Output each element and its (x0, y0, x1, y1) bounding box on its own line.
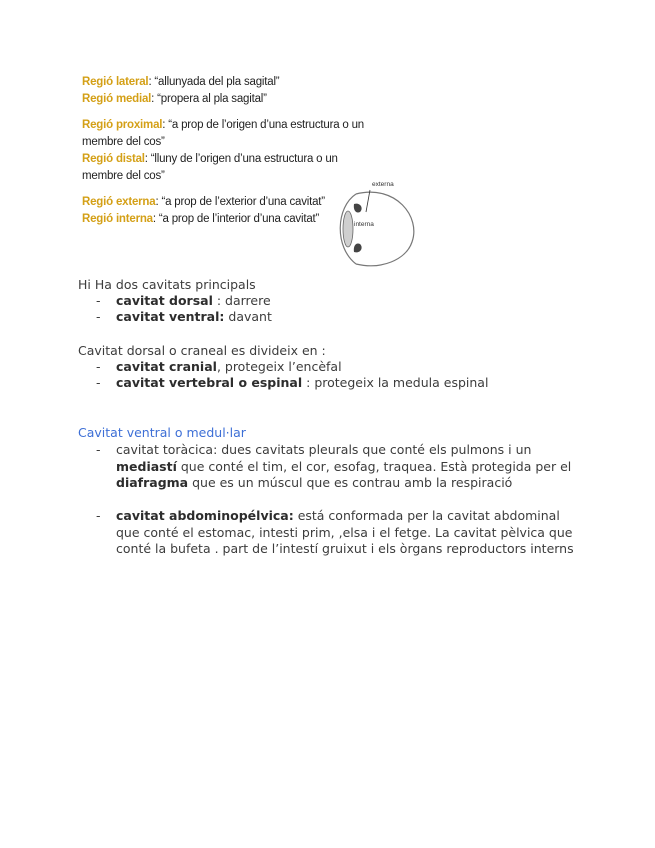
definition-term: Regió lateral (82, 76, 149, 88)
item-text: cavitat toràcica: dues cavitats pleurals que conté els pulmons i un (116, 442, 532, 457)
item-bold: cavitat vertebral o espinal (116, 375, 303, 390)
intro-text: Hi Ha dos cavitats principals (78, 277, 256, 292)
eye-muscle-bottom (354, 243, 362, 252)
list-dash: - (96, 508, 101, 523)
list-item (116, 375, 586, 392)
definition-row (82, 74, 382, 91)
externa-label: externa (372, 181, 394, 188)
definition-text: membre del cos” (82, 170, 165, 182)
definition-text: membre del cos” (82, 136, 165, 148)
definition-term: Regió distal (82, 153, 145, 165)
eye-outer-wall (356, 192, 414, 266)
dorsal-intro-text: Cavitat dorsal o craneal es divideix en : (78, 343, 326, 358)
list-dash: - (96, 359, 101, 374)
list-item (116, 293, 586, 310)
list-dash: - (96, 293, 101, 308)
item-bold: cavitat dorsal (116, 293, 213, 308)
definition-term: Regió externa (82, 196, 156, 208)
definition-term: Regió proximal (82, 119, 163, 131)
item-bold: cavitat cranial (116, 359, 217, 374)
list-dash: - (96, 442, 101, 457)
list-item (116, 309, 586, 326)
definition-text: : “propera al pla sagital” (151, 93, 267, 105)
item-bold: cavitat abdominopélvica: (116, 508, 294, 523)
item-text: que es un múscul que es contrau amb la respiració (188, 475, 513, 490)
item-bold: diafragma (116, 475, 189, 490)
list-item (116, 442, 586, 492)
definition-text: : “lluny de l’origen d’una estructura o un (144, 153, 338, 165)
definition-text: : “allunyada del pla sagital” (148, 76, 280, 88)
externa-pointer (366, 190, 370, 212)
definition-term: Regió medial (82, 93, 152, 105)
definition-row (82, 91, 382, 108)
definition-text: : “a prop de l’interior d’una cavitat” (152, 213, 320, 225)
item-text: : protegeix la medula espinal (302, 375, 489, 390)
definition-row (82, 117, 382, 134)
list-dash: - (96, 309, 101, 324)
item-bold: cavitat ventral: (116, 309, 225, 324)
item-text: : darrere (212, 293, 271, 308)
definition-term: Regió interna (82, 213, 153, 225)
definition-text: : “a prop de l’exterior d’una cavitat” (155, 196, 325, 208)
eye-lens (343, 211, 353, 247)
definition-row (82, 151, 382, 168)
section-heading: Cavitat ventral o medul·lar (78, 425, 246, 440)
definition-text: : “a prop de l’origen d’una estructura o un (162, 119, 365, 131)
item-text: que conté el tim, el cor, esofag, traquea. Està protegida per el (176, 458, 572, 474)
item-text: davant (224, 309, 272, 324)
list-dash: - (96, 375, 101, 390)
list-item (116, 359, 586, 376)
definition-row (82, 134, 382, 151)
eye-muscle-top (354, 204, 362, 213)
item-bold: mediastí (116, 458, 177, 474)
item-text: está conformada per la cavitat abdominal que conté el estomac, intesti prim, ,elsa i el fetge. La cavitat pèlvica que conté la bufeta . part de l’intestí gruixut i els òrgans reproductors interns (116, 508, 574, 556)
item-text: , protegeix l’encèfal (216, 359, 342, 374)
eye-diagram-icon (326, 172, 418, 272)
list-item (116, 508, 586, 558)
interna-label: interna (354, 221, 374, 228)
